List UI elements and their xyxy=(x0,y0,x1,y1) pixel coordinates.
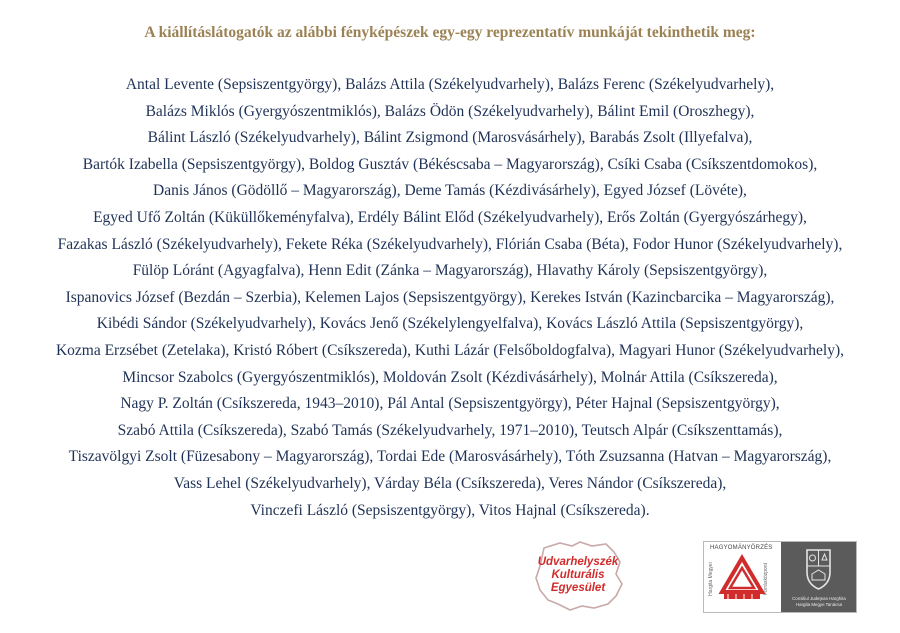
hagyomany-title: HAGYOMÁNYŐRZÉS xyxy=(710,545,773,551)
list-line: Vass Lehel (Székelyudvarhely), Várday Béla (Csíkszereda), Veres Nándor (Csíkszereda), xyxy=(173,474,727,492)
uke-logo-line2: Kulturális xyxy=(551,569,605,581)
page-heading: A kiállításlátogatók az alábbi fényképészek egy-egy reprezentatív munkáját tekinthetik meg: xyxy=(144,24,756,41)
list-line: Tiszavölgyi Zsolt (Füzesabony – Magyarország), Tordai Ede (Marosvásárhely), Tóth Zsuzsanna (Hatvan – Magyarország), xyxy=(68,448,832,466)
photographer-list xyxy=(20,72,880,524)
uke-logo-line3: Egyesület xyxy=(550,582,606,594)
list-line: Ispanovics József (Bezdán – Szerbia), Kelemen Lajos (Sepsiszentgyörgy), Kerekes István (Kazincbarcika – Magyarország), xyxy=(65,288,835,306)
uke-logo-line1: Udvarhelyszék xyxy=(537,556,619,568)
council-logo xyxy=(781,542,856,612)
sponsor-logo-box xyxy=(703,541,857,613)
list-line: Szabó Attila (Csíkszereda), Szabó Tamás (Székelyudvarhely, 1971–2010), Teutsch Alpár (Csíkszenttamás), xyxy=(117,421,783,439)
list-line: Kibédi Sándor (Székelyudvarhely), Kovács Jenő (Székelylengyelfalva), Kovács László Attila (Sepsiszentgyörgy), xyxy=(96,315,804,333)
list-line: Fülöp Lóránt (Agyagfalva), Henn Edit (Zánka – Magyarország), Hlavathy Károly (Sepsiszentgyörgy), xyxy=(132,262,768,280)
list-line: Nagy P. Zoltán (Csíkszereda, 1943–2010), Pál Antal (Sepsiszentgyörgy), Péter Hajnal (Sepsiszentgyörgy), xyxy=(120,395,780,413)
list-line: Fazakas László (Székelyudvarhely), Fekete Réka (Székelyudvarhely), Flórián Csaba (Béta), Fodor Hunor (Székelyudvarhely), xyxy=(57,235,843,253)
hagyomany-logo xyxy=(704,542,780,612)
list-line: Bartók Izabella (Sepsiszentgyörgy), Boldog Gusztáv (Békéscsaba – Magyarország), Csíki Csaba (Csíkszentdomokos), xyxy=(82,155,818,173)
hagyomany-emblem-icon xyxy=(704,542,780,612)
uke-logo xyxy=(522,540,634,612)
list-line: Antal Levente (Sepsiszentgyörgy), Balázs Attila (Székelyudvarhely), Balázs Ferenc (Székelyudvarhely), xyxy=(125,76,775,93)
council-name-line2: Hargita Megye Tanácsa xyxy=(795,601,843,607)
council-name xyxy=(783,596,855,607)
coat-of-arms-icon xyxy=(781,542,856,596)
list-line: Mincsor Szabolcs (Gyergyószentmiklós), Moldován Zsolt (Kézdivásárhely), Molnár Attila (Csíkszereda), xyxy=(122,368,778,386)
council-name-line1: Consiliul Judeţean Harghita xyxy=(792,596,846,601)
list-line: Kozma Erzsébet (Zetelaka), Kristó Róbert (Csíkszereda), Kuthi Lázár (Felsőboldogfalva), Magyari Hunor (Székelyudvarhely), xyxy=(55,341,845,359)
list-line: Danis János (Gödöllő – Magyarország), Deme Tamás (Kézdivásárhely), Egyed József (Lövéte), xyxy=(153,182,747,200)
hagyomany-side-left: Hargita Megyei xyxy=(707,562,714,596)
list-line: Egyed Ufő Zoltán (Küküllőkeményfalva), Erdély Bálint Előd (Székelyudvarhely), Erős Zoltán (Gyergyószárhegy), xyxy=(93,208,807,226)
list-line: Bálint László (Székelyudvarhely), Bálint Zsigmond (Marosvásárhely), Barabás Zsolt (Illyefalva), xyxy=(147,129,753,147)
list-line: Balázs Miklós (Gyergyószentmiklós), Balázs Ödön (Székelyudvarhely), Bálint Emil (Oroszhegy), xyxy=(145,102,755,120)
list-line: Vinczefi László (Sepsiszentgyörgy), Vitos Hajnal (Csíkszereda). xyxy=(250,501,650,519)
hagyomany-side-right: Forrásközpont xyxy=(762,563,769,595)
